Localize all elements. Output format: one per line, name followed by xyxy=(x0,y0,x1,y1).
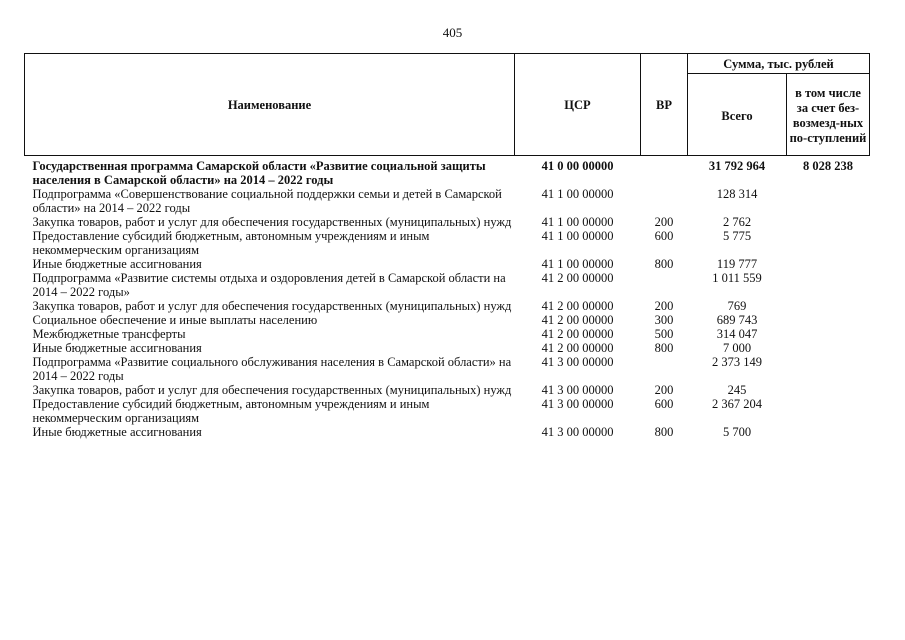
row-free-receipts xyxy=(787,215,870,229)
row-total: 1 011 559 xyxy=(712,271,762,285)
row-csr: 41 3 00 00000 xyxy=(541,355,614,369)
row-total: 689 743 xyxy=(716,313,758,327)
row-free-receipts xyxy=(787,397,870,425)
row-free-receipts xyxy=(787,327,870,341)
row-name: Межбюджетные трансферты xyxy=(32,327,186,341)
row-total: 7 000 xyxy=(722,341,752,355)
table-row xyxy=(25,313,870,327)
row-free-receipts xyxy=(787,313,870,327)
table-row xyxy=(25,425,870,439)
row-csr: 41 3 00 00000 xyxy=(541,397,614,411)
row-name: Социальное обеспечение и иные выплаты населению xyxy=(32,313,318,327)
row-name: Подпрограмма «Развитие социального обслуживания населения в Самарской области» на 2014 – 2022 годы xyxy=(32,355,512,383)
row-csr: 41 2 00 00000 xyxy=(541,313,614,327)
row-vr: 800 xyxy=(654,425,674,439)
row-free-receipts xyxy=(787,425,870,439)
table-row xyxy=(25,327,870,341)
header-csr: ЦСР xyxy=(515,54,641,156)
row-total: 2 367 204 xyxy=(712,397,762,411)
row-name: Закупка товаров, работ и услуг для обеспечения государственных (муниципальных) нужд xyxy=(32,383,512,397)
budget-table xyxy=(24,53,870,439)
row-vr: 600 xyxy=(654,397,674,411)
row-free-receipts xyxy=(787,187,870,215)
row-total: 2 373 149 xyxy=(712,355,762,369)
row-vr: 200 xyxy=(654,383,674,397)
row-total: 31 792 964 xyxy=(708,159,766,173)
row-vr xyxy=(641,355,688,383)
row-free-receipts xyxy=(787,341,870,355)
row-csr: 41 3 00 00000 xyxy=(541,425,614,439)
row-free-receipts: 8 028 238 xyxy=(803,159,853,173)
row-vr: 800 xyxy=(654,257,674,271)
table-row xyxy=(25,355,870,383)
row-total: 314 047 xyxy=(716,327,758,341)
row-free-receipts xyxy=(787,299,870,313)
row-vr xyxy=(641,187,688,215)
row-vr: 800 xyxy=(654,341,674,355)
row-total: 128 314 xyxy=(716,187,758,201)
row-vr: 200 xyxy=(654,299,674,313)
row-free-receipts xyxy=(787,271,870,299)
row-csr: 41 2 00 00000 xyxy=(541,327,614,341)
row-name: Государственная программа Самарской области «Развитие социальной защиты населения в Самарской области» на 2014 – 2022 годы xyxy=(32,159,486,187)
header-total: Всего xyxy=(688,74,787,156)
row-name: Закупка товаров, работ и услуг для обеспечения государственных (муниципальных) нужд xyxy=(32,215,512,229)
page-number: 405 xyxy=(442,25,463,40)
row-total: 2 762 xyxy=(722,215,752,229)
row-vr: 300 xyxy=(654,313,674,327)
table-row xyxy=(25,383,870,397)
row-name: Подпрограмма «Совершенствование социальной поддержки семьи и детей в Самарской области» на 2014 – 2022 годы xyxy=(32,187,502,215)
header-name: Наименование xyxy=(25,54,515,156)
table-row xyxy=(25,341,870,355)
table-row xyxy=(25,271,870,299)
table-row xyxy=(25,299,870,313)
row-total: 5 700 xyxy=(722,425,752,439)
table-body xyxy=(25,156,870,440)
table-row xyxy=(25,215,870,229)
header-sum-group: Сумма, тыс. рублей xyxy=(688,54,870,74)
row-vr xyxy=(641,271,688,299)
table-row xyxy=(25,156,870,188)
row-csr: 41 1 00 00000 xyxy=(541,229,614,243)
table-row xyxy=(25,187,870,215)
header-vr: ВР xyxy=(641,54,688,156)
row-total: 119 777 xyxy=(716,257,758,271)
row-vr: 600 xyxy=(654,229,674,243)
row-name: Иные бюджетные ассигнования xyxy=(32,425,202,439)
row-total: 5 775 xyxy=(722,229,752,243)
row-vr xyxy=(641,156,688,188)
row-csr: 41 3 00 00000 xyxy=(541,383,614,397)
header-free-receipts: в том числе за счет без-возмезд-ных по-ступлений xyxy=(787,74,870,156)
row-vr: 500 xyxy=(654,327,674,341)
row-vr: 200 xyxy=(654,215,674,229)
row-csr: 41 0 00 00000 xyxy=(541,159,614,173)
row-name: Подпрограмма «Развитие системы отдыха и оздоровления детей в Самарской области на 2014 – 2022 годы» xyxy=(32,271,506,299)
row-csr: 41 1 00 00000 xyxy=(541,257,614,271)
row-name: Иные бюджетные ассигнования xyxy=(32,341,202,355)
table-header xyxy=(25,54,870,156)
row-csr: 41 2 00 00000 xyxy=(541,299,614,313)
row-free-receipts xyxy=(787,257,870,271)
row-total: 245 xyxy=(727,383,747,397)
row-total: 769 xyxy=(727,299,747,313)
row-csr: 41 1 00 00000 xyxy=(541,187,614,201)
table-row xyxy=(25,257,870,271)
row-csr: 41 2 00 00000 xyxy=(541,341,614,355)
row-name: Иные бюджетные ассигнования xyxy=(32,257,202,271)
row-csr: 41 1 00 00000 xyxy=(541,215,614,229)
row-free-receipts xyxy=(787,355,870,383)
row-name: Предоставление субсидий бюджетным, автономным учреждениям и иным некоммерческим организациям xyxy=(32,397,430,425)
row-free-receipts xyxy=(787,229,870,257)
row-free-receipts xyxy=(787,383,870,397)
row-name: Закупка товаров, работ и услуг для обеспечения государственных (муниципальных) нужд xyxy=(32,299,512,313)
table-row xyxy=(25,397,870,425)
row-csr: 41 2 00 00000 xyxy=(541,271,614,285)
row-name: Предоставление субсидий бюджетным, автономным учреждениям и иным некоммерческим организациям xyxy=(32,229,430,257)
table-row xyxy=(25,229,870,257)
